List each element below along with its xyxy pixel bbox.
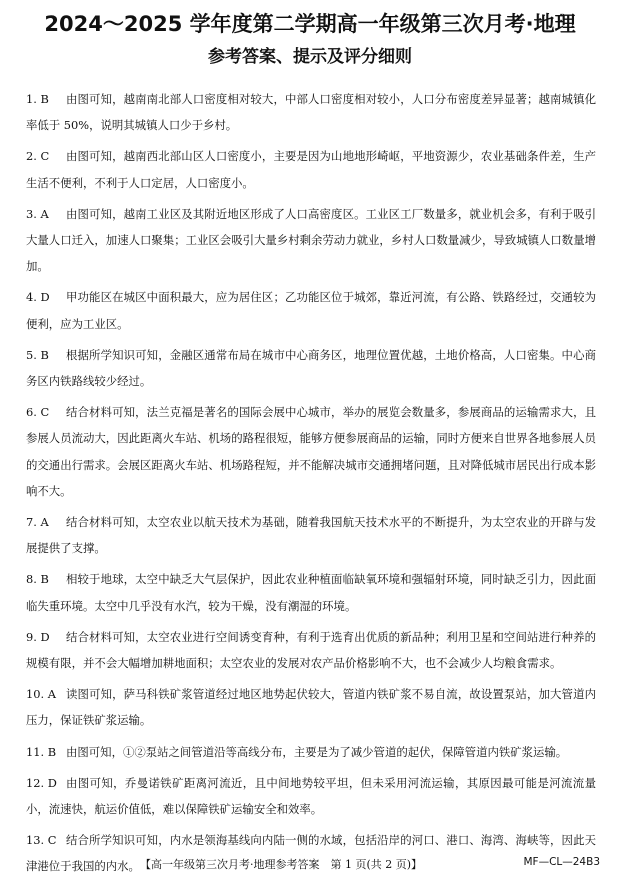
answer-number: 1. B <box>26 92 49 106</box>
answer-number: 5. B <box>26 347 49 362</box>
answer-item-1 <box>26 86 596 138</box>
answer-item-2 <box>26 143 596 195</box>
page-title: 2024～2025 学年度第二学期高一年级第三次月考·地理 <box>44 12 576 36</box>
answer-number: 13. C <box>26 833 57 848</box>
answer-item-11 <box>26 739 596 765</box>
answer-list <box>26 86 596 885</box>
answer-explanation: 结合所学知识可知，内水是领海基线向内陆一侧的水域，包括沿岸的河口、港口、海湾、海峡等，因此天津港位于我国的内水。 <box>26 833 596 874</box>
answer-item-7 <box>26 509 596 561</box>
answer-explanation: 读图可知，萨马科铁矿浆管道经过地区地势起伏较大，管道内铁矿浆不易自流，故设置泵站，加大管道内压力，保证铁矿浆运输。 <box>26 687 596 728</box>
answer-explanation: 由图可知，①②泵站之间管道沿等高线分布，主要是为了减少管道的起伏，保障管道内铁矿浆运输。 <box>66 744 568 759</box>
page-subtitle: 参考答案、提示及评分细则 <box>208 47 412 67</box>
answer-explanation: 根据所学知识可知，金融区通常布局在城市中心商务区，地理位置优越，土地价格高，人口密集。中心商务区内铁路线较少经过。 <box>26 347 596 389</box>
answer-explanation: 相较于地球，太空中缺乏大气层保护，因此农业种植面临缺氧环境和强辐射环境，同时缺乏引力，因此面临失重环境。太空中几乎没有水汽，较为干燥，没有潮湿的环境。 <box>26 572 596 613</box>
answer-number: 2. C <box>26 149 50 164</box>
answer-number: 3. A <box>26 206 49 221</box>
answer-number: 8. B <box>26 572 49 587</box>
answer-number: 7. A <box>26 515 49 530</box>
answer-explanation: 由图可知，越南西北部山区人口密度小，主要是因为山地地形崎岖，平地资源少，农业基础条件差，生产生活不便利，不利于人口定居，人口密度小。 <box>26 149 596 190</box>
footer-code: MF—CL—24B3 <box>523 856 600 868</box>
answer-item-3 <box>26 201 596 280</box>
answer-item-8 <box>26 566 596 618</box>
answer-number: 4. D <box>26 290 50 305</box>
answer-explanation: 由图可知，越南南北部人口密度相对较大，中部人口密度相对较小，人口分布密度差异显著；越南城镇化率低于 50%，说明其城镇人口少于乡村。 <box>26 92 596 133</box>
answer-number: 6. C <box>26 405 50 420</box>
answer-explanation: 由图可知，越南工业区及其附近地区形成了人口高密度区。工业区工厂数量多，就业机会多，有利于吸引大量人口迁入，加速人口聚集；工业区会吸引大量乡村剩余劳动力就业，乡村人口数量减少，导致城镇人口数量增加。 <box>26 206 596 274</box>
footer-page-info: 【高一年级第三次月考·地理参考答案 第 1 页(共 2 页)】 <box>140 858 423 871</box>
answer-item-6 <box>26 399 596 504</box>
answer-number: 10. A <box>26 687 56 702</box>
answer-item-5 <box>26 342 596 394</box>
answer-item-10 <box>26 681 596 733</box>
answer-item-4 <box>26 284 596 336</box>
answer-explanation: 由图可知，乔曼诺铁矿距离河流近，且中间地势较平坦，但未采用河流运输，其原因最可能是河流流量小，流速快，航运价值低，难以保障铁矿运输安全和效率。 <box>26 775 596 817</box>
answer-explanation: 结合材料可知，太空农业以航天技术为基础，随着我国航天技术水平的不断提升，为太空农业的开辟与发展提供了支撑。 <box>26 515 596 556</box>
answer-number: 9. D <box>26 629 50 644</box>
answer-explanation: 结合材料可知，太空农业进行空间诱变育种，有利于选育出优质的新品种；利用卫星和空间站进行种养的规模有限，并不会大幅增加耕地面积；太空农业的发展对农产品价格影响不大，也不会减少人均粮食需求。 <box>26 629 596 671</box>
answer-explanation: 结合材料可知，法兰克福是著名的国际会展中心城市，举办的展览会数量多，参展商品的运输需求大，且参展人员流动大，因此距离火车站、机场的路程很短，能够方便参展商品的运输，同时方便来自世界各地参展人员的交通出行需求。会展区距离火车站、机场路程短，并不能解决城市交通拥堵问题，且对降低城市居民出行成本影响不大。 <box>26 405 596 498</box>
answer-item-9 <box>26 624 596 676</box>
answer-number: 12. D <box>26 775 57 790</box>
answer-number: 11. B <box>26 744 57 759</box>
answer-item-12 <box>26 770 596 822</box>
answer-explanation: 甲功能区在城区中面积最大，应为居住区；乙功能区位于城郊，靠近河流，有公路、铁路经过，交通较为便利，应为工业区。 <box>26 290 596 331</box>
